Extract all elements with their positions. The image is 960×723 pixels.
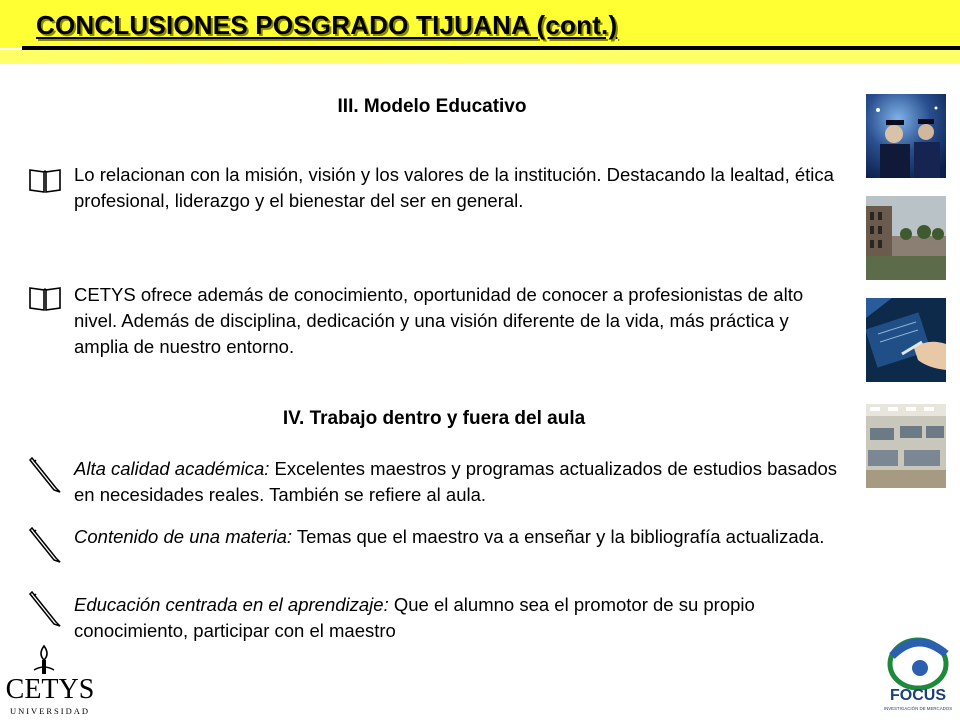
cetys-wordmark: CETYS — [5, 674, 95, 705]
section-heading-trabajo-aula: IV. Trabajo dentro y fuera del aula — [282, 408, 586, 429]
classroom-lab-photo — [866, 404, 946, 488]
item-text: Excelentes maestros y programas actualizados de estudios basados en necesidades reales. También se refiere al aula. — [74, 458, 838, 505]
item-label: Contenido de una materia: — [74, 526, 293, 547]
modelo-item-2: CETYS ofrece además de conocimiento, oportunidad de conocer a profesionistas de alto nivel. Además de disciplina, dedicación y una visión diferente de la vida, más práctica y amplia de nuestro entorno. — [74, 284, 804, 357]
trabajo-item-2 — [74, 524, 844, 550]
pen-icon — [28, 454, 62, 482]
trabajo-item-1 — [74, 456, 844, 508]
item-label: Alta calidad académica: — [74, 458, 270, 479]
campus-building-photo — [866, 196, 946, 280]
item-text: Temas que el maestro va a enseñar y la bibliografía actualizada. — [292, 526, 825, 547]
book-icon — [28, 284, 62, 312]
title-band — [0, 50, 960, 64]
writing-hand-photo — [866, 298, 946, 382]
focus-logo — [876, 634, 960, 718]
pen-icon — [28, 524, 62, 552]
section-heading-modelo-educativo: III. Modelo Educativo — [337, 96, 527, 117]
cetys-subtitle: UNIVERSIDAD — [9, 706, 91, 716]
pen-icon — [28, 588, 62, 616]
modelo-item-1: Lo relacionan con la misión, visión y los valores de la institución. Destacando la lealtad, ética profesional, liderazgo y el bienestar del ser en general. — [74, 164, 834, 211]
trabajo-item-3 — [74, 592, 844, 644]
focus-wordmark: FOCUS — [890, 687, 946, 704]
slide-title: CONCLUSIONES POSGRADO TIJUANA (cont.) — [36, 10, 618, 40]
cetys-logo — [4, 640, 96, 718]
book-icon — [28, 166, 62, 194]
focus-subtitle: INVESTIGACIÓN DE MERCADOS — [883, 706, 953, 711]
graduates-photo — [866, 94, 946, 178]
item-label: Educación centrada en el aprendizaje: — [74, 594, 389, 615]
item-text: Que el alumno sea el promotor de su propio conocimiento, participar con el maestro — [74, 594, 755, 641]
